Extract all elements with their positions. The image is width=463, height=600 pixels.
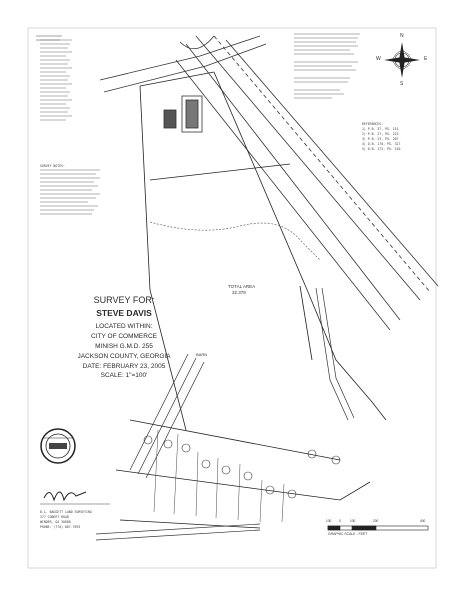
notes-block-lines: [294, 34, 360, 98]
scale-tick-4: 400: [420, 519, 426, 523]
barn-label: BARN: [196, 352, 208, 357]
reference-4: 4) D.B. 170, PG. 327: [362, 142, 401, 146]
building: [164, 96, 202, 132]
surveyor-city: WINDER, GA 30680: [40, 520, 71, 524]
district-name: MINISH G.M.D. 255: [95, 342, 153, 350]
graphic-scale-bar: [328, 526, 428, 530]
reference-5: 5) D.B. 173, PG. 150: [362, 147, 401, 151]
client-name: STEVE DAVIS: [96, 308, 152, 319]
surveyor-signature: [44, 492, 86, 500]
references-heading: REFERENCES:: [362, 122, 384, 126]
total-area-value: 32.379: [232, 290, 246, 295]
lot-divisions: [154, 430, 284, 522]
surveyor-address: 377 COBERT ROAD: [40, 515, 69, 519]
survey-scale: SCALE: 1"=100': [100, 372, 148, 380]
survey-for-label: SURVEY FOR:: [93, 295, 155, 305]
compass-n: N: [400, 33, 404, 39]
reference-2: 2) P.B. 27, PG. 223: [362, 132, 399, 136]
upper-road: [100, 36, 266, 92]
survey-date: DATE: FEBRUARY 23, 2005: [82, 362, 166, 370]
legend-symbols: [36, 36, 62, 40]
reference-3: 3) P.B. 23, PG. 267: [362, 137, 399, 141]
location-heading: LOCATED WITHIN:: [95, 323, 153, 331]
surveyor-company: D.L. BAGGETT LAND SURVEYING: [40, 510, 92, 514]
graphic-scale-label: GRAPHIC SCALE - FEET: [328, 532, 368, 536]
compass-e: E: [424, 56, 428, 62]
surveyor-phone: PHONE: (770) 867-7893: [40, 525, 81, 529]
reference-1: 1) P.B. 37, PG. 151: [362, 127, 399, 131]
scale-tick-1: 0: [339, 519, 341, 523]
city-name: CITY OF COMMERCE: [91, 333, 157, 341]
highway-right-of-way: [176, 33, 438, 330]
right-easement: [316, 288, 354, 420]
county-name: JACKSON COUNTY, GEORGIA: [77, 352, 171, 360]
scale-tick-3: 200: [373, 519, 379, 523]
compass-s: S: [400, 81, 404, 87]
surveyor-seal-icon: [41, 429, 75, 463]
total-area-label: TOTAL AREA: [228, 284, 256, 289]
legend-lines: [40, 40, 72, 120]
survey-notes-heading: SURVEY NOTES:: [40, 164, 65, 168]
survey-title-block: [64, 296, 184, 380]
creek-line: [150, 222, 320, 260]
survey-notes-lines: [40, 170, 100, 214]
lot-markers: [144, 436, 340, 498]
north-arrow-icon: [384, 42, 420, 78]
compass-w: W: [376, 56, 381, 62]
scale-tick-2: 100: [350, 519, 356, 523]
scale-tick-0: 100: [326, 519, 332, 523]
